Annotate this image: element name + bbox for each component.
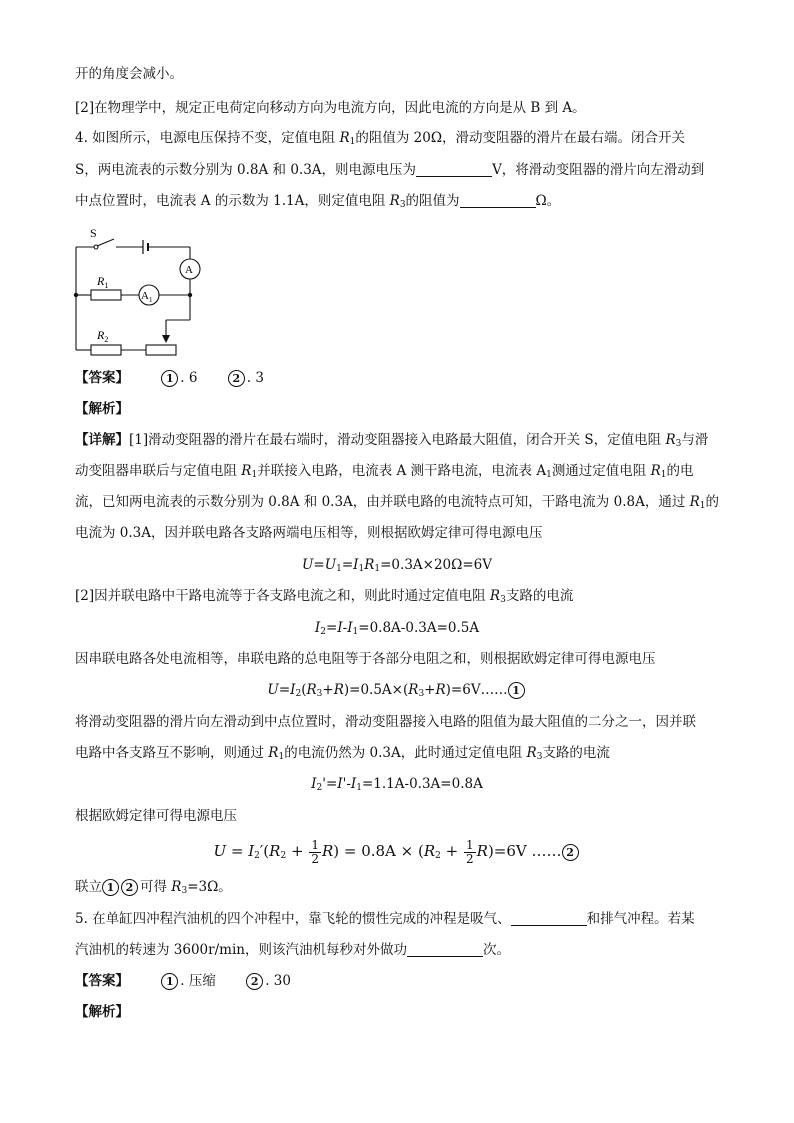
question-4-line-1: 4. 如图所示，电源电压保持不变，定值电阻 $R_1$的阻值为 20Ω，滑动变阻器的滑片在最右端。闭合开关 — [75, 130, 686, 147]
equation-1: $U=U_1=I_1R_1=0.3A\times 20\Omega=6V$ — [302, 557, 492, 574]
detail-line: 联立 1 2 可得 $R_3=3\Omega$。 — [75, 879, 232, 896]
question-5-line-2: 汽油机的转速为 3600r/min，则该汽油机每秒对外做功 次。 — [75, 942, 510, 958]
answer-blank[interactable] — [407, 942, 483, 957]
answer-blank[interactable] — [416, 162, 492, 177]
analysis-label: 【解析】 — [75, 401, 129, 417]
analysis-label: 【解析】 — [75, 1004, 129, 1020]
answer-line-4: 【答案】 1 . 6 2 . 3 — [75, 370, 264, 386]
equation-4: $I_2'=I'-I_1=1.1A-0.3A=0.8A$ — [311, 776, 483, 793]
detail-line: 动变阻器串联后与定值电阻 $R_1$并联接入电路，电流表 A 测干路电流，电流表 $A_1$测通过定值电阻 $R_1$的电 — [75, 463, 694, 480]
detail-line: 电路中各支路互不影响，则通过 $R_1$的电流仍然为 0.3A，此时通过定值电阻 $R_3$支路的电流 — [75, 745, 610, 762]
detail-line: 将滑动变阻器的滑片向左滑动到中点位置时，滑动变阻器接入电路的阻值为最大阻值的二分之一，因并联 — [75, 714, 696, 730]
question-4-line-2: S，两电流表的示数分别为 0.8A 和 0.3A，则电源电压为 V，将滑动变阻器的滑片向左滑动到 — [75, 162, 705, 178]
switch-label: S — [90, 226, 97, 240]
circuit-diagram — [66, 222, 216, 357]
r2-label: $R_2$ — [97, 328, 109, 344]
equation-2: $I_2=I-I_1=0.8A-0.3A=0.5A$ — [314, 620, 480, 637]
r1-label: $R_1$ — [97, 274, 109, 290]
ammeter-label: A — [185, 264, 193, 276]
detail-line: [2]因并联电路中干路电流等于各支路电流之和，则此时通过定值电阻 $R_3$支路的电流 — [75, 588, 574, 605]
detail-line: 根据欧姆定律可得电源电压 — [75, 808, 237, 824]
text-line: [2]在物理学中，规定正电荷定向移动方向为电流方向，因此电流的方向是从 B 到 A。 — [75, 100, 586, 116]
question-5-line-1: 5. 在单缸四冲程汽油机的四个冲程中，靠飞轮的惯性完成的冲程是吸气、 和排气冲程。若某 — [75, 911, 695, 927]
detail-line: 电流为 0.3A，因并联电路各支路两端电压相等，则根据欧姆定律可得电源电压 — [75, 525, 543, 541]
equation-5: $U = I_2'(R_2$ + $\frac{1}{2}$ $R) = 0.8A \times (R_2$ + $\frac{1}{2}$ R)=6V …… 2 — [0, 836, 794, 866]
question-4-line-3: 中点位置时，电流表 A 的示数为 1.1A，则定值电阻 $R_3$的阻值为 Ω。 — [75, 193, 561, 210]
answer-line-5: 【答案】 1 . 压缩 2 . 30 — [75, 973, 291, 989]
detail-line: 流，已知两电流表的示数分别为 0.8A 和 0.3A，由并联电路的电流特点可知，干路电流为 0.8A，通过 $R_1$的 — [75, 494, 720, 511]
text-line: 开的角度会减小。 — [75, 66, 183, 82]
detail-line: 因串联电路各处电流相等，串联电路的总电阻等于各部分电阻之和，则根据欧姆定律可得电源电压 — [75, 651, 656, 667]
equation-3: $U=I_2(R_3+R)=0.5A\times(R_3+R)=6V\dots\dots$ 1 — [0, 680, 794, 700]
answer-blank[interactable] — [460, 193, 536, 208]
answer-blank[interactable] — [511, 911, 587, 926]
detail-line: 【详解】[1]滑动变阻器的滑片在最右端时，滑动变阻器接入电路最大阻值，闭合开关 S，定值电阻 $R_3$与滑 — [75, 432, 709, 449]
ammeter1-label: $A_1$ — [141, 290, 153, 304]
